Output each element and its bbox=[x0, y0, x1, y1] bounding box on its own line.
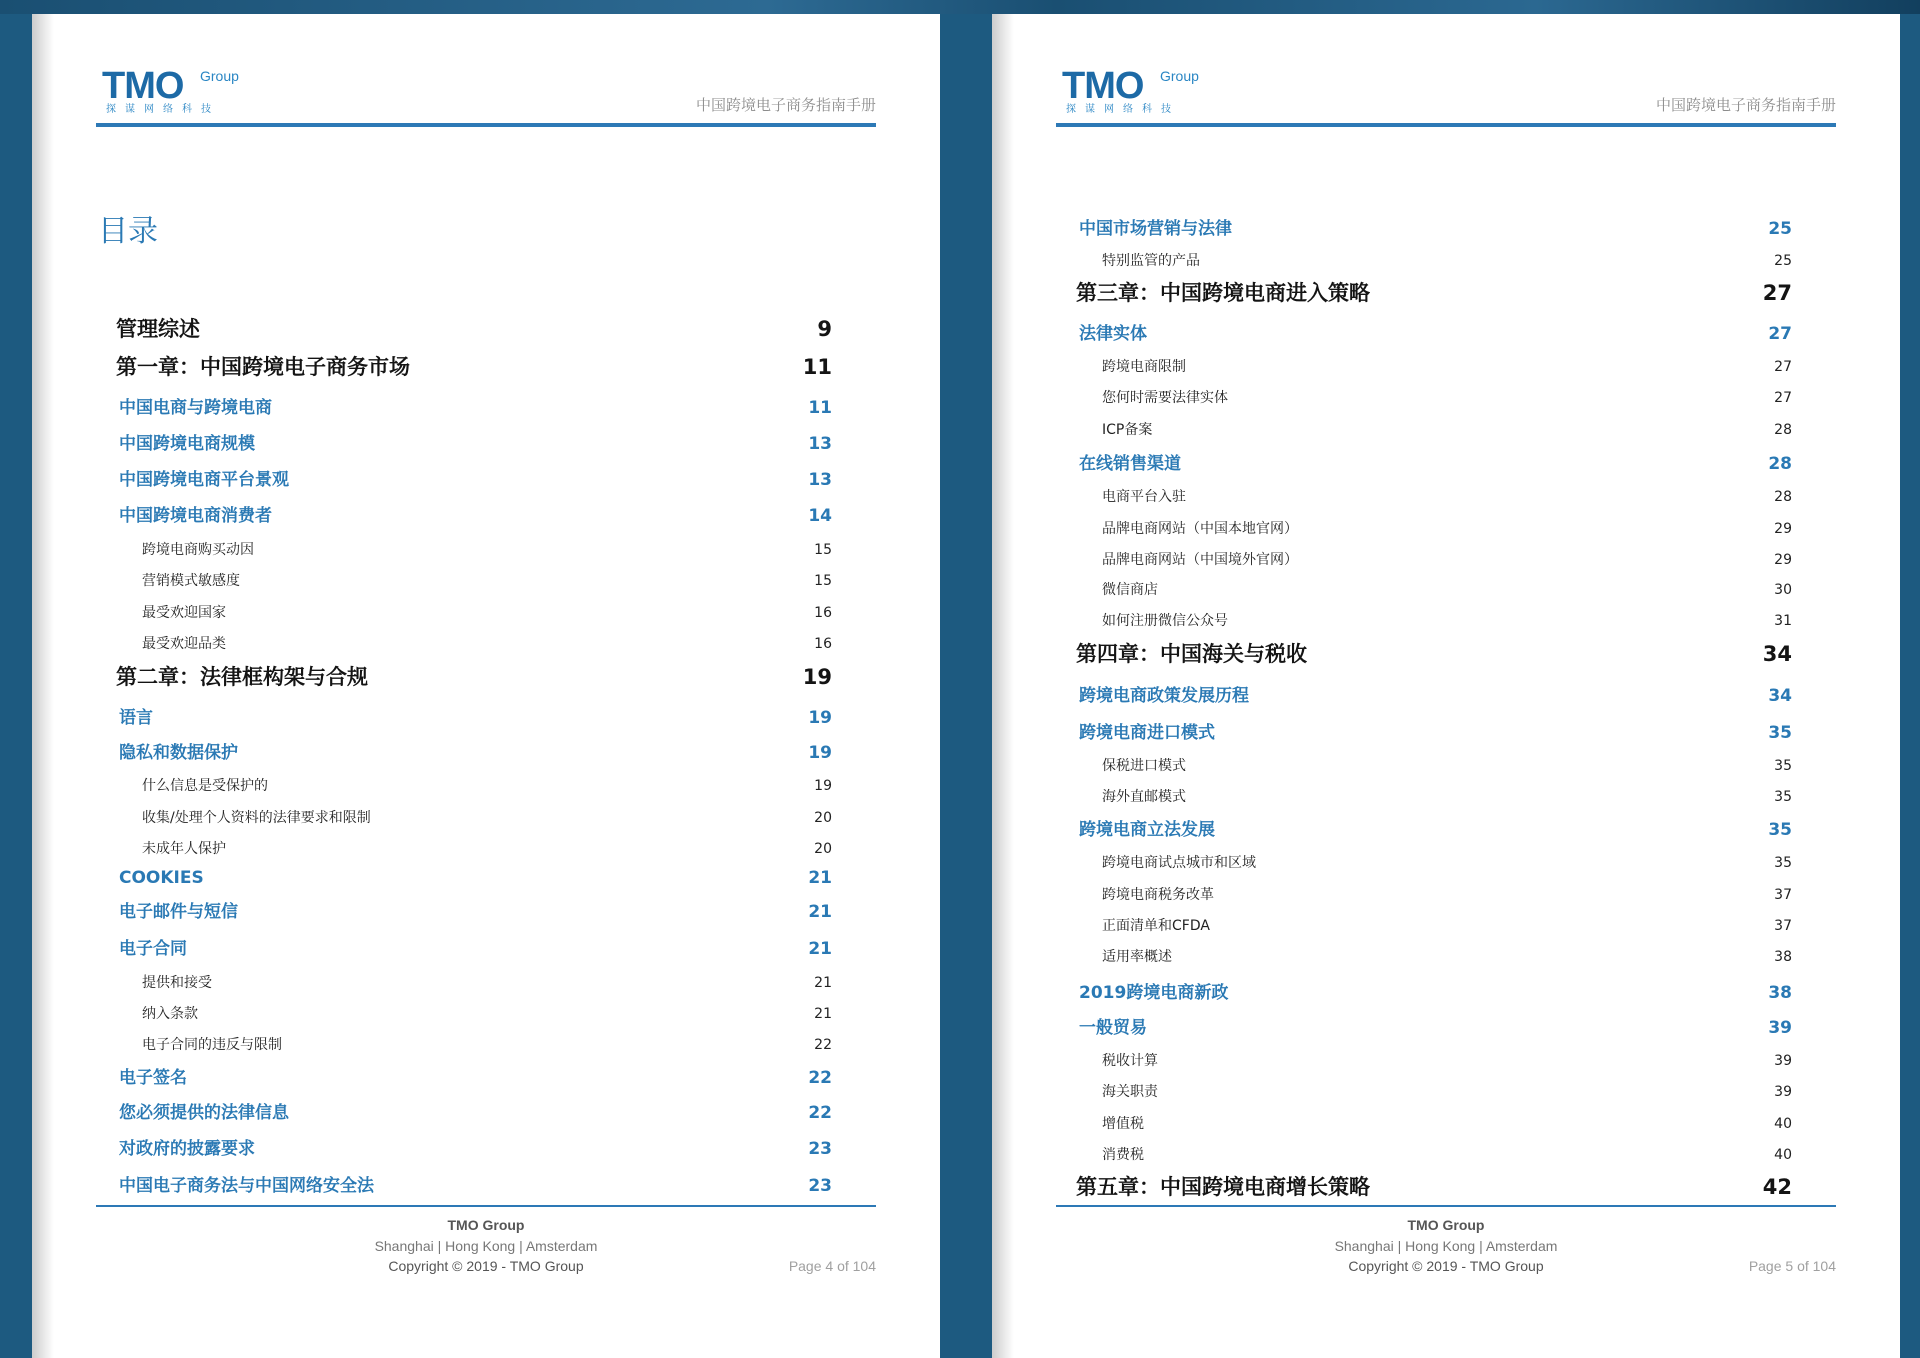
toc-entry[interactable] bbox=[1076, 478, 1792, 506]
toc-entry-page: 25 bbox=[1774, 253, 1792, 270]
toc-entry[interactable] bbox=[1076, 446, 1792, 474]
toc-entry-title: 电子合同 bbox=[119, 938, 187, 959]
toc-entry[interactable] bbox=[1076, 975, 1792, 1003]
toc-entry-title: 第四章：中国海关与税收 bbox=[1076, 641, 1307, 666]
toc-entry-page: 40 bbox=[1774, 1116, 1792, 1133]
toc-entry[interactable] bbox=[116, 1131, 832, 1159]
toc-entry-page: 35 bbox=[1768, 722, 1792, 743]
toc-entry-page: 27 bbox=[1768, 323, 1792, 344]
toc-entry[interactable] bbox=[1076, 379, 1792, 407]
tmo-logo bbox=[1062, 64, 1222, 120]
toc-entry-title: 最受欢迎品类 bbox=[142, 636, 226, 653]
toc-entry-page: 38 bbox=[1768, 982, 1792, 1003]
logo-chinese-name: 探谋网络科技 bbox=[1066, 104, 1180, 115]
toc-entry-page: 39 bbox=[1774, 1084, 1792, 1101]
toc-entry[interactable] bbox=[1076, 1010, 1792, 1038]
toc-entry-page: 29 bbox=[1774, 552, 1792, 569]
toc-entry-page: 21 bbox=[808, 867, 832, 888]
toc-entry-page: 16 bbox=[814, 605, 832, 622]
document-page-4[interactable] bbox=[32, 14, 940, 1358]
toc-entry-title: 提供和接受 bbox=[142, 975, 212, 992]
toc-entry-title: 电子邮件与短信 bbox=[119, 901, 238, 922]
toc-entry-title: 对政府的披露要求 bbox=[119, 1138, 255, 1159]
toc-entry-page: 19 bbox=[802, 664, 832, 689]
footer-divider bbox=[96, 1205, 876, 1207]
footer-copyright: Copyright © 2019 - TMO Group bbox=[1348, 1258, 1544, 1274]
toc-entry[interactable] bbox=[1076, 211, 1792, 239]
toc-entry-title: 第一章：中国跨境电子商务市场 bbox=[116, 354, 410, 379]
toc-entry-title: 跨境电商税务改革 bbox=[1102, 887, 1214, 904]
toc-entry-page: 22 bbox=[814, 1037, 832, 1054]
toc-entry[interactable] bbox=[1076, 278, 1792, 306]
toc-entry-page: 35 bbox=[1774, 758, 1792, 775]
toc-entry-page: 9 bbox=[817, 316, 832, 341]
toc-entry-title: 未成年人保护 bbox=[142, 841, 226, 858]
toc-entry[interactable] bbox=[116, 594, 832, 622]
header-document-title: 中国跨境电子商务指南手册 bbox=[695, 96, 876, 114]
toc-entry-page: 13 bbox=[808, 433, 832, 454]
page-edge-shadow bbox=[992, 14, 1014, 1358]
toc-entry-page: 25 bbox=[1768, 218, 1792, 239]
toc-entry-page: 15 bbox=[814, 542, 832, 559]
toc-entry-title: COOKIES bbox=[119, 867, 204, 888]
toc-entry-title: 跨境电商进口模式 bbox=[1079, 722, 1215, 743]
toc-entry[interactable] bbox=[1076, 1105, 1792, 1133]
header-document-title: 中国跨境电子商务指南手册 bbox=[1655, 96, 1836, 114]
toc-entry[interactable] bbox=[116, 1060, 832, 1088]
toc-entry[interactable] bbox=[1076, 778, 1792, 806]
toc-entry-page: 20 bbox=[814, 841, 832, 858]
toc-entry-title: 语言 bbox=[119, 707, 153, 728]
toc-entry-page: 22 bbox=[808, 1102, 832, 1123]
toc-entry-page: 35 bbox=[1768, 819, 1792, 840]
toc-entry-title: 消费税 bbox=[1102, 1147, 1144, 1164]
toc-entry-page: 14 bbox=[808, 505, 832, 526]
toc-heading: 目录 bbox=[98, 214, 158, 249]
toc-entry-title: 最受欢迎国家 bbox=[142, 605, 226, 622]
toc-entry-page: 37 bbox=[1774, 918, 1792, 935]
toc-entry[interactable] bbox=[116, 462, 832, 490]
toc-entry-page: 37 bbox=[1774, 887, 1792, 904]
toc-entry-title: 中国跨境电商规模 bbox=[119, 433, 255, 454]
toc-entry-title: 增值税 bbox=[1102, 1116, 1144, 1133]
toc-entry-page: 28 bbox=[1774, 489, 1792, 506]
toc-entry-title: 特别监管的产品 bbox=[1102, 253, 1200, 270]
footer-company: TMO Group bbox=[1407, 1217, 1485, 1233]
toc-entry-title: 隐私和数据保护 bbox=[119, 742, 238, 763]
header-divider bbox=[96, 123, 876, 127]
toc-entry[interactable] bbox=[1076, 747, 1792, 775]
toc-entry-title: 适用率概述 bbox=[1102, 949, 1172, 966]
toc-entry-title: 您必须提供的法律信息 bbox=[119, 1102, 289, 1123]
toc-entry-page: 20 bbox=[814, 810, 832, 827]
toc-entry-title: 纳入条款 bbox=[142, 1006, 198, 1023]
toc-entry-title: 海关职责 bbox=[1102, 1084, 1158, 1101]
toc-entry-title: 品牌电商网站（中国本地官网） bbox=[1102, 521, 1298, 538]
toc-entry-page: 21 bbox=[808, 901, 832, 922]
toc-entry-title: 电子合同的违反与限制 bbox=[142, 1037, 282, 1054]
tmo-logo bbox=[102, 64, 262, 120]
toc-entry-title: 正面清单和CFDA bbox=[1102, 918, 1210, 935]
toc-entry-page: 42 bbox=[1762, 1174, 1792, 1199]
toc-entry-page: 15 bbox=[814, 573, 832, 590]
toc-entry-title: 电商平台入驻 bbox=[1102, 489, 1186, 506]
toc-entry-page: 23 bbox=[808, 1138, 832, 1159]
footer-company: TMO Group bbox=[447, 1217, 525, 1233]
toc-entry-page: 19 bbox=[814, 778, 832, 795]
toc-entry-title: 中国市场营销与法律 bbox=[1079, 218, 1232, 239]
toc-entry-page: 31 bbox=[1774, 613, 1792, 630]
toc-entry[interactable] bbox=[116, 860, 832, 888]
toc-entry-title: 法律实体 bbox=[1079, 323, 1147, 344]
toc-entry[interactable] bbox=[116, 931, 832, 959]
toc-entry[interactable] bbox=[116, 352, 832, 380]
toc-entry-title: 什么信息是受保护的 bbox=[142, 778, 268, 795]
toc-entry[interactable] bbox=[1076, 541, 1792, 569]
toc-entry-page: 11 bbox=[802, 354, 832, 379]
logo-group-text: Group bbox=[200, 68, 239, 84]
toc-entry-page: 19 bbox=[808, 742, 832, 763]
toc-entry-title: 一般贸易 bbox=[1079, 1017, 1147, 1038]
toc-entry[interactable] bbox=[116, 830, 832, 858]
toc-entry[interactable] bbox=[1076, 242, 1792, 270]
toc-entry[interactable] bbox=[1076, 1042, 1792, 1070]
toc-entry-page: 28 bbox=[1774, 422, 1792, 439]
toc-entry[interactable] bbox=[116, 964, 832, 992]
toc-entry[interactable] bbox=[1076, 1073, 1792, 1101]
toc-entry-page: 19 bbox=[808, 707, 832, 728]
toc-entry[interactable] bbox=[116, 426, 832, 454]
page-edge-shadow bbox=[32, 14, 54, 1358]
toc-entry[interactable] bbox=[1076, 907, 1792, 935]
toc-entry[interactable] bbox=[116, 700, 832, 728]
toc-entry-title: 跨境电商限制 bbox=[1102, 359, 1186, 376]
toc-entry-page: 39 bbox=[1768, 1017, 1792, 1038]
toc-entry[interactable] bbox=[116, 498, 832, 526]
toc-entry[interactable] bbox=[116, 625, 832, 653]
header-divider bbox=[1056, 123, 1836, 127]
toc-entry[interactable] bbox=[1076, 639, 1792, 667]
toc-entry-title: 税收计算 bbox=[1102, 1053, 1158, 1070]
toc-entry[interactable] bbox=[1076, 411, 1792, 439]
page-number: Page 4 of 104 bbox=[788, 1258, 876, 1274]
toc-entry-page: 21 bbox=[808, 938, 832, 959]
toc-entry[interactable] bbox=[1076, 844, 1792, 872]
toc-entry[interactable] bbox=[116, 531, 832, 559]
toc-entry[interactable] bbox=[116, 767, 832, 795]
toc-entry[interactable] bbox=[1076, 812, 1792, 840]
toc-entry-page: 16 bbox=[814, 636, 832, 653]
toc-entry-title: 跨境电商购买动因 bbox=[142, 542, 254, 559]
toc-entry-page: 40 bbox=[1774, 1147, 1792, 1164]
toc-entry[interactable] bbox=[116, 390, 832, 418]
toc-entry-page: 27 bbox=[1774, 390, 1792, 407]
toc-entry-title: 品牌电商网站（中国境外官网） bbox=[1102, 552, 1298, 569]
toc-entry-title: 您何时需要法律实体 bbox=[1102, 390, 1228, 407]
toc-entry-page: 35 bbox=[1774, 789, 1792, 806]
toc-entry[interactable] bbox=[1076, 510, 1792, 538]
toc-entry-title: 中国跨境电商平台景观 bbox=[119, 469, 289, 490]
toc-entry[interactable] bbox=[1076, 876, 1792, 904]
toc-entry-page: 21 bbox=[814, 1006, 832, 1023]
toc-entry-page: 23 bbox=[808, 1175, 832, 1196]
toc-entry-page: 13 bbox=[808, 469, 832, 490]
logo-wordmark: TMO bbox=[102, 65, 184, 107]
toc-entry-title: ICP备案 bbox=[1102, 422, 1153, 439]
toc-entry[interactable] bbox=[1076, 1172, 1792, 1200]
toc-entry-title: 第二章：法律框构架与合规 bbox=[116, 664, 368, 689]
toc-entry[interactable] bbox=[116, 995, 832, 1023]
toc-entry[interactable] bbox=[116, 1026, 832, 1054]
toc-entry-title: 第五章：中国跨境电商增长策略 bbox=[1076, 1174, 1370, 1199]
toc-entry-title: 中国电子商务法与中国网络安全法 bbox=[119, 1175, 374, 1196]
toc-entry-title: 微信商店 bbox=[1102, 582, 1158, 599]
toc-entry-page: 30 bbox=[1774, 582, 1792, 599]
toc-entry-title: 跨境电商政策发展历程 bbox=[1079, 685, 1249, 706]
toc-entry[interactable] bbox=[116, 894, 832, 922]
toc-entry-page: 39 bbox=[1774, 1053, 1792, 1070]
document-page-5[interactable] bbox=[992, 14, 1900, 1358]
logo-group-text: Group bbox=[1160, 68, 1199, 84]
toc-entry[interactable] bbox=[116, 314, 832, 342]
toc-entry-title: 海外直邮模式 bbox=[1102, 789, 1186, 806]
toc-entry-title: 第三章：中国跨境电商进入策略 bbox=[1076, 280, 1370, 305]
toc-entry-title: 2019跨境电商新政 bbox=[1079, 982, 1229, 1003]
toc-entry-title: 收集/处理个人资料的法律要求和限制 bbox=[142, 810, 371, 827]
toc-entry-title: 电子签名 bbox=[119, 1067, 187, 1088]
footer-copyright: Copyright © 2019 - TMO Group bbox=[388, 1258, 584, 1274]
toc-entry-page: 22 bbox=[808, 1067, 832, 1088]
toc-entry[interactable] bbox=[1076, 678, 1792, 706]
toc-entry-title: 保税进口模式 bbox=[1102, 758, 1186, 775]
toc-entry[interactable] bbox=[116, 1168, 832, 1196]
toc-entry[interactable] bbox=[1076, 571, 1792, 599]
toc-entry[interactable] bbox=[1076, 316, 1792, 344]
toc-entry-title: 跨境电商立法发展 bbox=[1079, 819, 1215, 840]
toc-entry-title: 营销模式敏感度 bbox=[142, 573, 240, 590]
toc-entry[interactable] bbox=[1076, 348, 1792, 376]
toc-entry-page: 29 bbox=[1774, 521, 1792, 538]
toc-entry[interactable] bbox=[116, 662, 832, 690]
toc-entry-page: 28 bbox=[1768, 453, 1792, 474]
toc-entry-page: 11 bbox=[808, 397, 832, 418]
toc-entry-title: 管理综述 bbox=[116, 316, 200, 341]
footer-cities: Shanghai | Hong Kong | Amsterdam bbox=[374, 1238, 598, 1254]
page-number: Page 5 of 104 bbox=[1748, 1258, 1836, 1274]
toc-entry[interactable] bbox=[116, 562, 832, 590]
toc-entry[interactable] bbox=[1076, 602, 1792, 630]
toc-entry-page: 38 bbox=[1774, 949, 1792, 966]
toc-entry-page: 35 bbox=[1774, 855, 1792, 872]
logo-chinese-name: 探谋网络科技 bbox=[106, 104, 220, 115]
toc-entry-page: 27 bbox=[1762, 280, 1792, 305]
toc-entry-title: 中国电商与跨境电商 bbox=[119, 397, 272, 418]
toc-entry-title: 在线销售渠道 bbox=[1079, 453, 1181, 474]
footer-cities: Shanghai | Hong Kong | Amsterdam bbox=[1334, 1238, 1558, 1254]
toc-entry-title: 如何注册微信公众号 bbox=[1102, 613, 1228, 630]
toc-entry-page: 27 bbox=[1774, 359, 1792, 376]
footer-divider bbox=[1056, 1205, 1836, 1207]
toc-entry-page: 34 bbox=[1768, 685, 1792, 706]
toc-entry-title: 中国跨境电商消费者 bbox=[119, 505, 272, 526]
toc-entry[interactable] bbox=[1076, 715, 1792, 743]
logo-wordmark: TMO bbox=[1062, 65, 1144, 107]
toc-entry[interactable] bbox=[116, 1095, 832, 1123]
toc-entry[interactable] bbox=[116, 735, 832, 763]
toc-entry-page: 21 bbox=[814, 975, 832, 992]
toc-entry[interactable] bbox=[1076, 1136, 1792, 1164]
toc-entry[interactable] bbox=[116, 799, 832, 827]
toc-entry[interactable] bbox=[1076, 938, 1792, 966]
toc-entry-title: 跨境电商试点城市和区域 bbox=[1102, 855, 1256, 872]
toc-entry-page: 34 bbox=[1762, 641, 1792, 666]
window-top-bar bbox=[0, 0, 1920, 14]
